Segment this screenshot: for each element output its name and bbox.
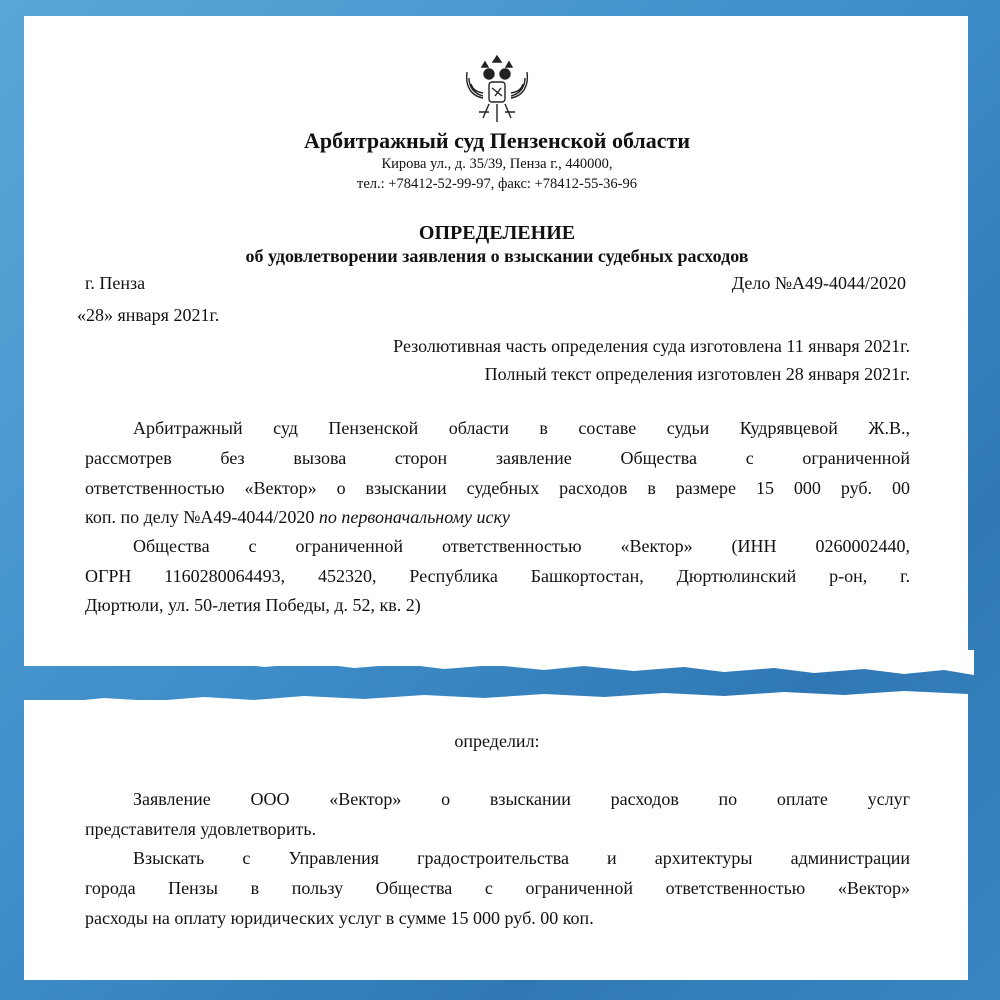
decision-line: расходы на оплату юридических услуг в сумме 15 000 руб. 00 коп. <box>85 908 594 928</box>
torn-edge-top <box>24 650 1000 680</box>
document-subtitle: об удовлетворении заявления о взыскании судебных расходов <box>245 246 749 266</box>
body-line: Дюртюли, ул. 50-летия Победы, д. 52, кв. 2) <box>85 595 421 615</box>
document-title: ОПРЕДЕЛЕНИЕ <box>418 222 576 244</box>
document-date: «28» января 2021г. <box>77 305 220 325</box>
decision-line: представителя удовлетворить. <box>85 819 317 839</box>
body-line: ОГРН 1160280064493, 452320, Республика Башкортостан, Дюртюлинский р-он, г. <box>85 566 910 586</box>
court-address: Кирова ул., д. 35/39, Пенза г., 440000, <box>381 156 613 172</box>
body-line: Общества с ограниченной ответственностью «Вектор» (ИНН 0260002440, <box>133 536 910 556</box>
case-number: Дело №А49-4044/2020 <box>731 273 906 293</box>
body-line: ответственностью «Вектор» о взыскании судебных расходов в размере 15 000 руб. 00 <box>85 478 910 498</box>
body-line-last <box>85 507 510 528</box>
body-line: рассмотрев без вызова сторон заявление Общества с ограниченной <box>85 448 910 468</box>
torn-edge-bottom <box>24 688 1000 712</box>
decision-line: Заявление ООО «Вектор» о взыскании расходов по оплате услуг <box>133 789 910 809</box>
claim-type: по первоначальному иску <box>318 507 510 527</box>
decision-heading: определил: <box>454 731 540 751</box>
case-reference: коп. по делу №А49-4044/2020 <box>85 507 315 527</box>
decision-line: города Пензы в пользу Общества с ограниченной ответственностью «Вектор» <box>85 878 910 898</box>
body-line: Арбитражный суд Пензенской области в составе судьи Кудрявцевой Ж.В., <box>133 418 910 438</box>
full-text-note: Полный текст определения изготовлен 28 января 2021г. <box>484 364 910 384</box>
court-name: Арбитражный суд Пензенской области <box>303 128 690 153</box>
coat-of-arms-emblem <box>459 52 535 128</box>
city: г. Пенза <box>85 273 146 293</box>
decision-line: Взыскать с Управления градостроительства и архитектуры администрации <box>133 848 910 868</box>
resolution-note: Резолютивная часть определения суда изготовлена 11 января 2021г. <box>393 336 910 356</box>
court-contacts: тел.: +78412-52-99-97, факс: +78412-55-36-96 <box>357 176 637 192</box>
